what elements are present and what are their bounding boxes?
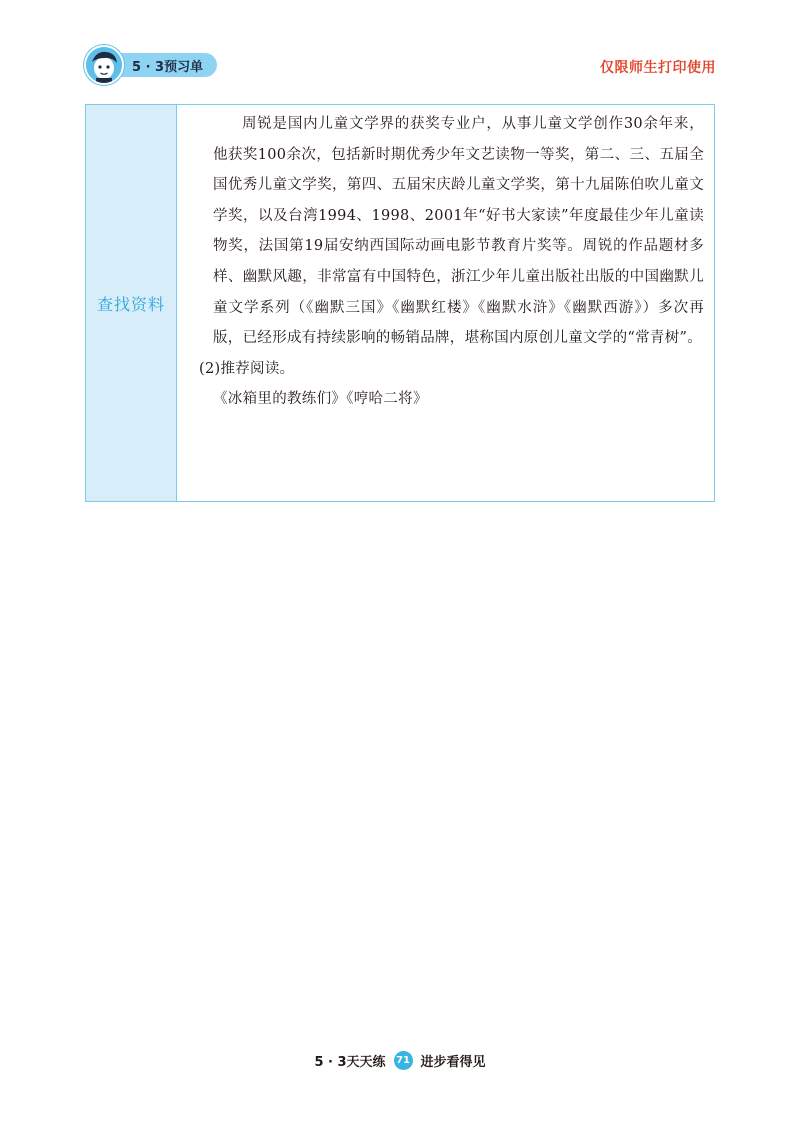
section-label-cell	[86, 105, 177, 501]
recommended-books: 《冰箱里的教练们》《哼哈二将》	[213, 391, 428, 408]
reference-table	[85, 104, 715, 502]
recommended-reading-heading: (2)推荐阅读。	[199, 360, 295, 377]
author-bio-paragraph: 周锐是国内儿童文学界的获奖专业户，从事儿童文学创作30余年来，他获奖100余次，包括新时期优秀少年文艺读物一等奖，第二、三、五届全国优秀儿童文学奖，第四、五届宋庆龄儿童文学奖，第十九届陈伯吹儿童文学奖，以及台湾1994、1998、2001年“好书大家读”年度最佳少年儿童读物奖，法国第19届安纳西国际动画电影节教育片奖等。周锐的作品题材多样、幽默风趣，非常富有中国特色，浙江少年儿童出版社出版的中国幽默儿童文学系列（《幽默三国》《幽默红楼》《幽默水浒》《幽默西游》）多次再版，已经形成有持续影响的畅销品牌，堪称国内原创儿童文学的“常青树”。	[213, 116, 704, 347]
section-label: 查找资料	[96, 294, 165, 314]
footer-brand: 5 · 3天天练	[314, 1055, 386, 1070]
footer-slogan: 进步看得见	[420, 1055, 486, 1070]
content-cell	[177, 105, 714, 501]
print-notice: 仅限师生打印使用	[600, 60, 716, 76]
boy-face-avatar-icon	[84, 45, 124, 85]
header-badge	[84, 48, 217, 82]
preview-sheet-badge: 5 · 3预习单	[110, 53, 217, 77]
page-number: 71	[394, 1051, 413, 1070]
page-footer	[0, 1051, 800, 1070]
